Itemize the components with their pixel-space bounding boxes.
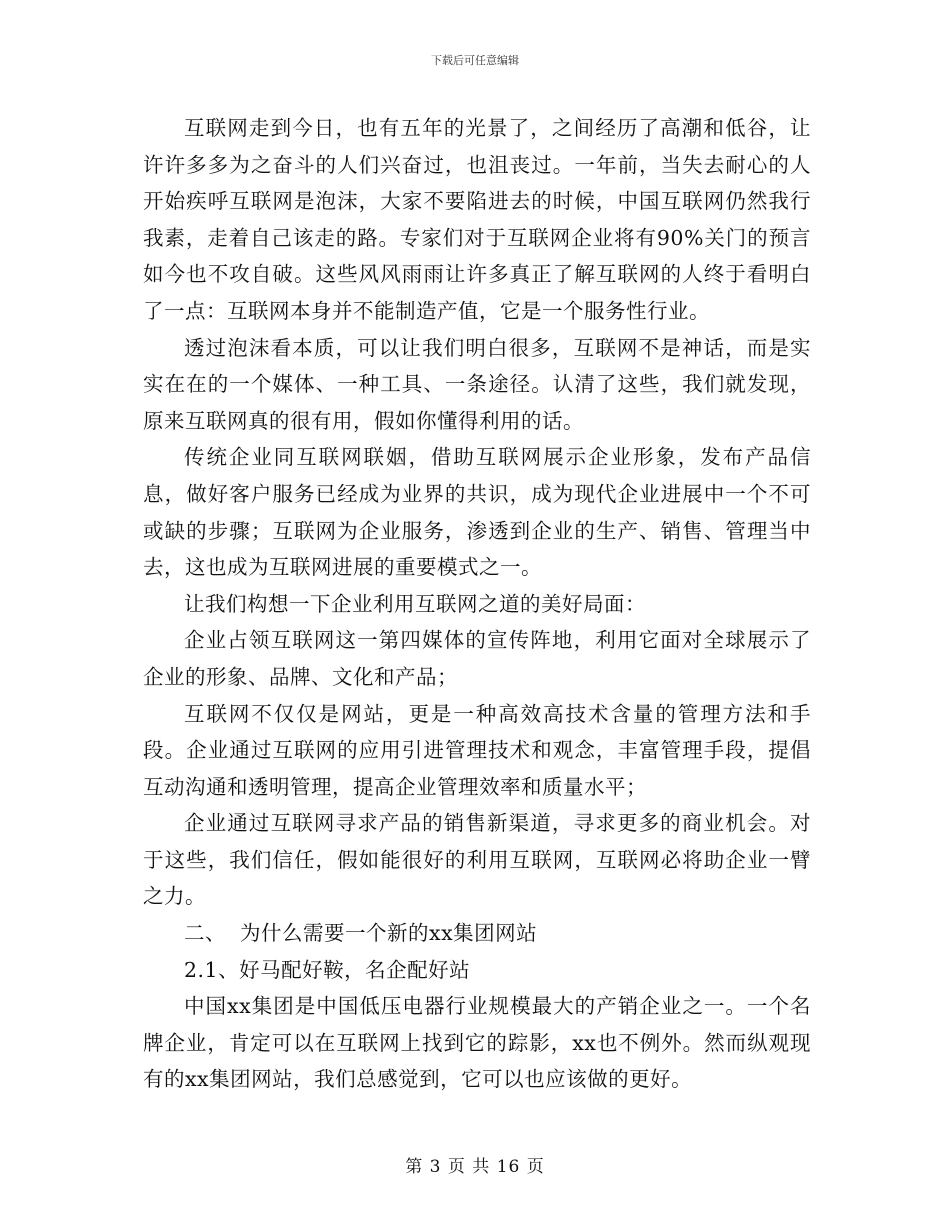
paragraph: 互联网不仅仅是网站，更是一种高效高技术含量的管理方法和手段。企业通过互联网的应用引进管理技术和观念，丰富管理手段，提倡互动沟通和透明管理，提高企业管理效率和质量水平； [143,701,811,799]
document-body [143,110,811,1098]
paragraph: 让我们构想一下企业利用互联网之道的美好局面： [184,591,646,616]
section-heading: 二、 为什么需要一个新的xx集团网站 [184,921,538,946]
paragraph: 互联网走到今日，也有五年的光景了，之间经历了高潮和低谷，让许许多多为之奋斗的人们兴奋过，也沮丧过。一年前，当失去耐心的人开始疾呼互联网是泡沫，大家不要陷进去的时候，中国互联网仍然我行我素，走着自己该走的路。专家们对于互联网企业将有90%关门的预言如今也不攻自破。这些风风雨雨让许多真正了解互联网的人终于看明白了一点：互联网本身并不能制造产值，它是一个服务性行业。 [143,116,811,323]
paragraph: 企业通过互联网寻求产品的销售新渠道，寻求更多的商业机会。对于这些，我们信任，假如能很好的利用互联网，互联网必将助企业一臂之力。 [143,811,811,909]
paragraph: 透过泡沫看本质，可以让我们明白很多，互联网不是神话，而是实实在在的一个媒体、一种工具、一条途径。认清了这些，我们就发现，原来互联网真的很有用，假如你懂得利用的话。 [143,335,811,433]
paragraph: 中国xx集团是中国低压电器行业规模最大的产销企业之一。一个名牌企业，肯定可以在互联网上找到它的踪影，xx也不例外。然而纵观现有的xx集团网站，我们总感觉到，它可以也应该做的更好。 [143,994,811,1092]
page-header: 下载后可任意编辑 [431,54,519,67]
page-number: 第 3 页 共 16 页 [405,1157,545,1177]
paragraph: 传统企业同互联网联姻，借助互联网展示企业形象，发布产品信息，做好客户服务已经成为业界的共识，成为现代企业进展中一个不可或缺的步骤；互联网为企业服务，渗透到企业的生产、销售、管理当中去，这也成为互联网进展的重要模式之一。 [143,445,811,580]
subsection-heading: 2.1、好马配好鞍，名企配好站 [184,957,471,982]
paragraph: 企业占领互联网这一第四媒体的宣传阵地，利用它面对全球展示了企业的形象、品牌、文化和产品； [143,628,811,689]
